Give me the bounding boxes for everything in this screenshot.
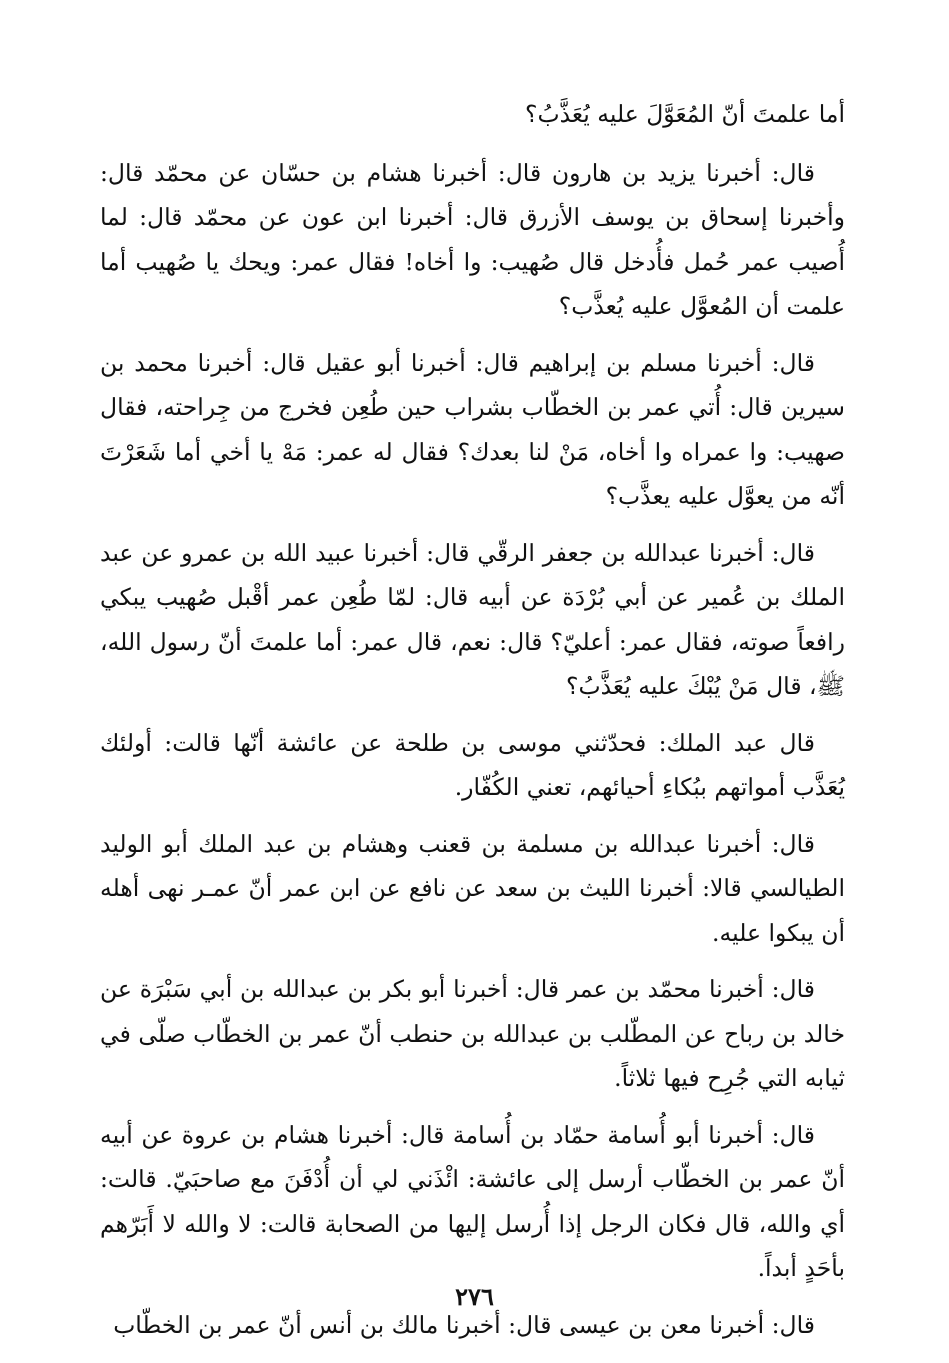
paragraph	[100, 151, 845, 329]
paragraph	[100, 822, 845, 956]
paragraph-text: قال: أخبرنا عبدالله بن جعفر الرقّي قال: أخبرنا عبيد الله بن عمرو عن عبد الملك بن عُمير عن أبي بُرْدَة عن أبيه قال: لمّا طُعِن عمر أقْبل صُهيب يبكي رافعاً صوته، فقال عمر: أعليّ؟ قال: نعم، قال عمر: أما علمتَ أنّ رسول الله، ﷺ، قال مَنْ يُبْكَ عليه يُعَذَّبُ؟	[100, 538, 845, 700]
paragraph-continuation: أما علمتَ أنّ المُعَوَّلَ عليه يُعَذَّبُ؟	[524, 100, 845, 128]
paragraph-text: قال: أخبرنا معن بن عيسى قال: أخبرنا مالك بن أنس أنّ عمر بن الخطّاب	[113, 1310, 815, 1339]
paragraph-text: قال عبد الملك: فحدّثني موسى بن طلحة عن عائشة أنّها قالت: أولئك يُعَذَّب أمواتهم ببُكاءِ أحيائهم، تعني الكُفّار.	[100, 728, 845, 801]
paragraph-text: قال: أخبرنا محمّد بن عمر قال: أخبرنا أبو بكر بن عبدالله بن أبي سَبْرَة عن خالد بن رباح عن المطّلب بن عبدالله بن حنطب أنّ عمر بن الخطّاب صلّى في ثيابه التي جُرِح فيها ثلاثاً.	[100, 975, 845, 1092]
paragraph	[100, 721, 845, 810]
paragraph	[100, 531, 845, 709]
paragraph	[100, 1113, 845, 1291]
paragraph-text: قال: أخبرنا مسلم بن إبراهيم قال: أخبرنا أبو عقيل قال: أخبرنا محمد بن سيرين قال: أُتي عمر بن الخطّاب بشراب حين طُعِن فخرج من جِراحته، فقال صهيب: وا عمراه وا أخاه، مَنْ لنا بعدك؟ فقال له عمر: مَهْ يا أخي أما شَعَرْتَ أنّه من يعوَّل عليه يعذَّب؟	[100, 348, 845, 510]
paragraph	[100, 967, 845, 1101]
paragraph	[100, 341, 845, 519]
paragraph-text: قال: أخبرنا يزيد بن هارون قال: أخبرنا هشام بن حسّان عن محمّد قال: وأخبرنا إسحاق بن يوسف الأزرق قال: أخبرنا ابن عون عن محمّد قال: لما أُصيب عمر حُمل فأُدخل قال صُهيب: وا أخاه! فقال عمر: ويحك يا صُهيب أما علمت أن المُعوَّل عليه يُعذَّب؟	[100, 158, 845, 320]
paragraph-text: قال: أخبرنا عبدالله بن مسلمة بن قعنب وهشام بن عبد الملك أبو الوليد الطيالسي قالا: أخبرنا الليث بن سعد عن نافع عن ابن عمر أنّ عمـر نهى أهله أن يبكوا عليه.	[100, 829, 845, 947]
paragraph-text: قال: أخبرنا أبو أُسامة حمّاد بن أُسامة قال: أخبرنا هشام بن عروة عن أبيه أنّ عمر بن الخطّاب أرسل إلى عائشة: ائْذَني لي أن أُدْفَنَ مع صاحبَيّ. قالت: أي والله، قال فكان الرجل إذا أُرسل إليها من الصحابة قالت: لا والله لا أَبَرّهم بأحَدٍ أبداً.	[100, 1120, 845, 1282]
page-number: ٢٧٦	[455, 1282, 494, 1311]
